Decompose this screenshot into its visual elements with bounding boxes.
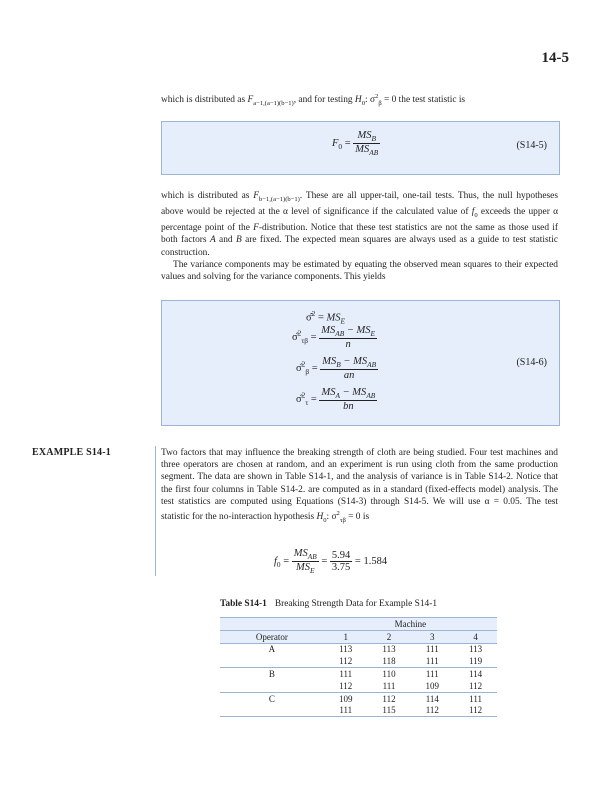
table-row [220, 643, 497, 655]
example-text: Two factors that may influence the breaking strength of cloth are being studied. Four test machines and three operators are chosen at random, and an experiment is run using cloth from the same production segment. The data are shown in Table S14-1, and the analysis of variance is in Table S14-2. Notice that the first four columns in Table S14-2. are computed as in a standard (fixed-effects model) analysis. The test statistics are computed using Equations (S14-3) through S14-5. We will use α = 0.05. The test statistic for the no-interaction hypothesis $H_0$: $\sigma^2_{\tau\beta} = 0$ is [161, 448, 558, 525]
table-cell: 112 [339, 680, 353, 691]
equation-sigma-tau: σ̂$^2_\tau$ = $\frac{MS_A - MS_{AB}}{bn}$ [296, 387, 376, 413]
page-number: 14-5 [541, 50, 569, 66]
table-cell: 115 [368, 705, 411, 717]
table-cell: 112 [339, 656, 353, 667]
table-cell: 119 [469, 656, 483, 667]
machine-header: Machine [324, 618, 497, 631]
table-cell: 114 [410, 692, 454, 704]
table-row [220, 680, 497, 692]
table-cell: 113 [339, 644, 353, 655]
column-header: 3 [410, 630, 454, 643]
operator-cell: C [220, 692, 324, 704]
column-header: 1 [324, 630, 368, 643]
table-cell: 110 [368, 668, 411, 680]
table-cell: 111 [382, 680, 396, 691]
equation-box-s14-6 [161, 300, 560, 426]
operator-cell: B [220, 668, 324, 680]
breaking-strength-table [220, 617, 497, 717]
table-cell: 112 [469, 680, 483, 691]
paragraph-variance: The variance components may be estimated by equating the observed mean squares to their expected values and solving for the variance components. This yields [161, 259, 558, 282]
table-row [220, 655, 497, 667]
table-cell: 118 [382, 656, 396, 667]
table-cell: 113 [382, 644, 396, 655]
table-row [220, 705, 497, 717]
table-cell: 111 [425, 644, 439, 655]
table-cell: 111 [324, 705, 368, 717]
table-cell: 113 [469, 644, 483, 655]
paragraph-tests: which is distributed as $F_{b-1,(a-1)(b-1)}$. These are all upper-tail, one-tail tests. Thus, the null hypotheses above would be rejected at the α level of significance if the calculated value of $f_0$ exceeds the upper α percentage point of the F-distribution. Notice that these test statistics are not the same as those used if both factors A and B are fixed. The expected mean squares are always used as a guide to test statistic construction. The variance components may be estimated by equating the observed mean squares to their expected values and solving for the variance components. This yields [161, 191, 558, 282]
equation-sigma-beta: σ̂$^2_\beta$ = $\frac{MS_B - MS_{AB}}{an}$ [296, 356, 377, 382]
table-row [220, 668, 497, 680]
table-cell: 114 [454, 668, 497, 680]
equation-sigma-taubeta: σ̂$^2_{\tau\beta}$ = $\frac{MS_{AB} - MS_E}{n}$ [292, 325, 376, 351]
paragraph-intro: which is distributed as $F_{a-1,(a-1)(b-1)}$, and for testing $H_0$: $\sigma^2_\beta = 0$ the test statistic is [161, 93, 466, 107]
table-cell: 112 [454, 705, 497, 717]
table-cell: 111 [410, 668, 454, 680]
table-cell: 112 [410, 705, 454, 717]
equation-label: (S14-6) [516, 357, 547, 368]
example-divider [155, 446, 156, 576]
equation-box-s14-5 [161, 121, 560, 175]
operator-header: Operator [220, 630, 324, 643]
table-cell: 111 [324, 668, 368, 680]
table-row [220, 692, 497, 704]
table-cell: 111 [425, 656, 439, 667]
column-header: 4 [454, 630, 497, 643]
equation-sigma2: σ̂$^2$ = $MS_E$ [306, 309, 346, 326]
equation-f0: $F_0$ = $\frac{MS_B}{MS_{AB}}$ [332, 130, 379, 158]
example-equation: $f_0$ = $\frac{MS_{AB}}{MS_E}$ = $\frac{5.94}{3.75}$ = 1.584 [274, 548, 388, 576]
operator-cell: A [268, 644, 276, 655]
example-label: EXAMPLE S14-1 [32, 447, 111, 458]
table-cell: 112 [368, 692, 411, 704]
table-cell: 109 [324, 692, 368, 704]
table-cell: 109 [425, 680, 440, 691]
equation-label: (S14-5) [516, 140, 547, 151]
column-header: 2 [368, 630, 411, 643]
table-caption: Table S14-1 Breaking Strength Data for Example S14-1 [220, 599, 438, 609]
table-cell: 111 [454, 692, 497, 704]
